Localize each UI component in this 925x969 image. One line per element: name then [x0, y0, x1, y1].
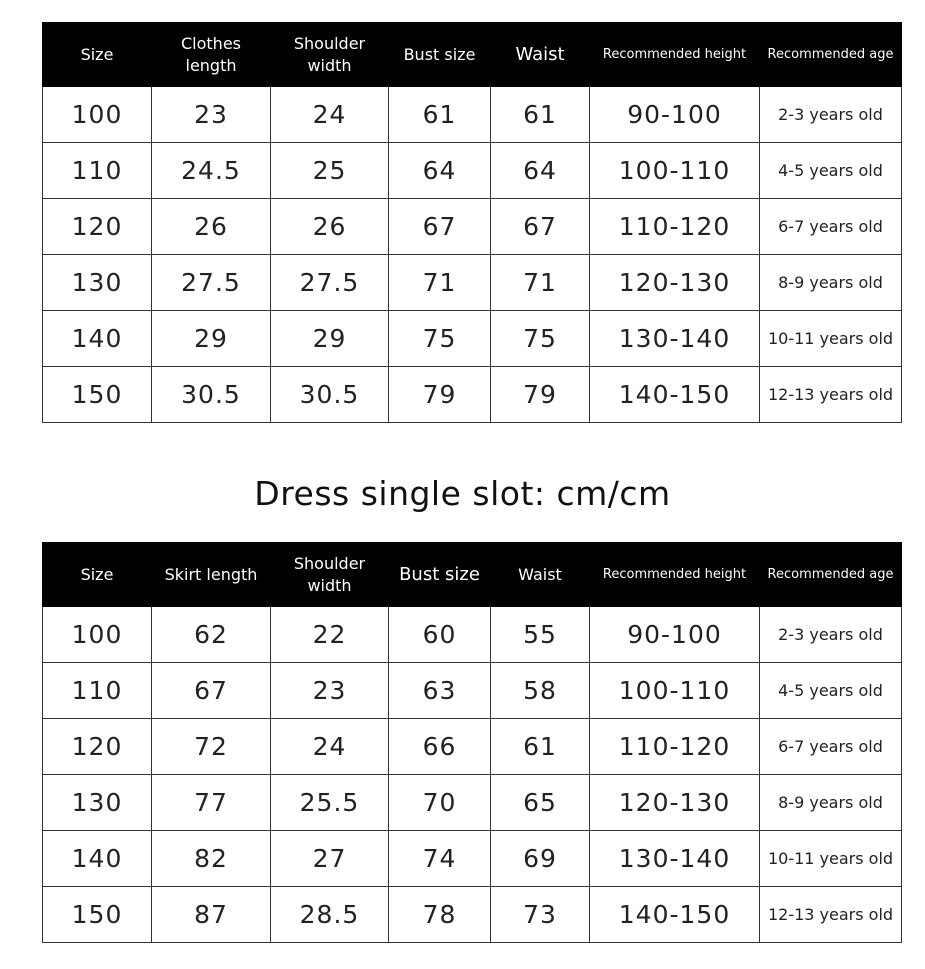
- table-row: [43, 663, 902, 719]
- cell-clothes-length: 23: [152, 87, 271, 143]
- cell-size: 100: [43, 87, 152, 143]
- cell-waist: 75: [491, 311, 590, 367]
- cell-size: 140: [43, 311, 152, 367]
- cell-recommended-height: 110-120: [590, 719, 760, 775]
- cell-clothes-length: 29: [152, 311, 271, 367]
- table-row: [43, 311, 902, 367]
- cell-shoulder-width: 29: [271, 311, 389, 367]
- cell-clothes-length: 30.5: [152, 367, 271, 423]
- table-row: [43, 87, 902, 143]
- cell-recommended-height: 140-150: [590, 887, 760, 943]
- cell-recommended-age: 6-7 years old: [760, 719, 902, 775]
- cell-skirt-length: 77: [152, 775, 271, 831]
- cell-recommended-age: 6-7 years old: [760, 199, 902, 255]
- bottom-size-table: [42, 542, 902, 943]
- cell-bust-size: 74: [389, 831, 491, 887]
- cell-recommended-age: 12-13 years old: [760, 367, 902, 423]
- table-row: [43, 255, 902, 311]
- cell-size: 150: [43, 887, 152, 943]
- cell-recommended-age: 4-5 years old: [760, 143, 902, 199]
- cell-skirt-length: 82: [152, 831, 271, 887]
- table-row: [43, 367, 902, 423]
- table-row: [43, 607, 902, 663]
- cell-recommended-age: 10-11 years old: [760, 311, 902, 367]
- cell-skirt-length: 87: [152, 887, 271, 943]
- cell-shoulder-width: 26: [271, 199, 389, 255]
- cell-waist: 65: [491, 775, 590, 831]
- cell-recommended-age: 4-5 years old: [760, 663, 902, 719]
- table-row: [43, 775, 902, 831]
- header-recommended-age: Recommended age: [760, 543, 902, 607]
- cell-bust-size: 78: [389, 887, 491, 943]
- cell-bust-size: 75: [389, 311, 491, 367]
- table-row: [43, 143, 902, 199]
- cell-skirt-length: 72: [152, 719, 271, 775]
- cell-waist: 69: [491, 831, 590, 887]
- header-row: [43, 543, 902, 607]
- cell-shoulder-width: 25.5: [271, 775, 389, 831]
- cell-waist: 61: [491, 719, 590, 775]
- cell-size: 130: [43, 775, 152, 831]
- header-recommended-age: Recommended age: [760, 23, 902, 87]
- cell-shoulder-width: 27: [271, 831, 389, 887]
- cell-clothes-length: 24.5: [152, 143, 271, 199]
- header-waist: Waist: [491, 23, 590, 87]
- cell-recommended-height: 100-110: [590, 143, 760, 199]
- cell-recommended-height: 110-120: [590, 199, 760, 255]
- header-clothes-length: Clothes length: [152, 23, 271, 87]
- cell-size: 140: [43, 831, 152, 887]
- header-bust-size: Bust size: [389, 23, 491, 87]
- cell-shoulder-width: 22: [271, 607, 389, 663]
- table-row: [43, 887, 902, 943]
- cell-bust-size: 70: [389, 775, 491, 831]
- cell-shoulder-width: 30.5: [271, 367, 389, 423]
- cell-waist: 64: [491, 143, 590, 199]
- cell-clothes-length: 26: [152, 199, 271, 255]
- cell-shoulder-width: 27.5: [271, 255, 389, 311]
- cell-recommended-height: 90-100: [590, 87, 760, 143]
- cell-bust-size: 71: [389, 255, 491, 311]
- cell-bust-size: 64: [389, 143, 491, 199]
- cell-shoulder-width: 24: [271, 719, 389, 775]
- header-shoulder-width: Shoulder width: [271, 543, 389, 607]
- cell-waist: 73: [491, 887, 590, 943]
- cell-recommended-age: 2-3 years old: [760, 87, 902, 143]
- header-recommended-height: Recommended height: [590, 23, 760, 87]
- cell-waist: 55: [491, 607, 590, 663]
- cell-bust-size: 63: [389, 663, 491, 719]
- header-recommended-height: Recommended height: [590, 543, 760, 607]
- header-row: [43, 23, 902, 87]
- cell-shoulder-width: 28.5: [271, 887, 389, 943]
- cell-recommended-height: 120-130: [590, 775, 760, 831]
- cell-waist: 79: [491, 367, 590, 423]
- cell-waist: 71: [491, 255, 590, 311]
- cell-recommended-age: 8-9 years old: [760, 255, 902, 311]
- header-waist: Waist: [491, 543, 590, 607]
- top-size-table: [42, 22, 902, 423]
- header-size: Size: [43, 543, 152, 607]
- table-row: [43, 199, 902, 255]
- cell-recommended-age: 8-9 years old: [760, 775, 902, 831]
- cell-recommended-age: 12-13 years old: [760, 887, 902, 943]
- cell-size: 120: [43, 199, 152, 255]
- table-row: [43, 831, 902, 887]
- cell-clothes-length: 27.5: [152, 255, 271, 311]
- cell-recommended-height: 130-140: [590, 311, 760, 367]
- cell-recommended-height: 130-140: [590, 831, 760, 887]
- cell-size: 150: [43, 367, 152, 423]
- header-bust-size: Bust size: [389, 543, 491, 607]
- cell-bust-size: 79: [389, 367, 491, 423]
- cell-recommended-height: 100-110: [590, 663, 760, 719]
- cell-shoulder-width: 25: [271, 143, 389, 199]
- cell-recommended-height: 140-150: [590, 367, 760, 423]
- cell-skirt-length: 67: [152, 663, 271, 719]
- cell-size: 100: [43, 607, 152, 663]
- cell-waist: 58: [491, 663, 590, 719]
- header-size: Size: [43, 23, 152, 87]
- cell-recommended-height: 90-100: [590, 607, 760, 663]
- cell-recommended-age: 10-11 years old: [760, 831, 902, 887]
- cell-waist: 67: [491, 199, 590, 255]
- header-skirt-length: Skirt length: [152, 543, 271, 607]
- cell-bust-size: 67: [389, 199, 491, 255]
- cell-bust-size: 60: [389, 607, 491, 663]
- cell-size: 110: [43, 143, 152, 199]
- cell-size: 110: [43, 663, 152, 719]
- table-row: [43, 719, 902, 775]
- cell-shoulder-width: 24: [271, 87, 389, 143]
- cell-shoulder-width: 23: [271, 663, 389, 719]
- cell-bust-size: 61: [389, 87, 491, 143]
- cell-size: 130: [43, 255, 152, 311]
- header-shoulder-width: Shoulder width: [271, 23, 389, 87]
- cell-recommended-height: 120-130: [590, 255, 760, 311]
- cell-bust-size: 66: [389, 719, 491, 775]
- cell-waist: 61: [491, 87, 590, 143]
- cell-recommended-age: 2-3 years old: [760, 607, 902, 663]
- section-title: Dress single slot: cm/cm: [254, 474, 671, 513]
- cell-skirt-length: 62: [152, 607, 271, 663]
- cell-size: 120: [43, 719, 152, 775]
